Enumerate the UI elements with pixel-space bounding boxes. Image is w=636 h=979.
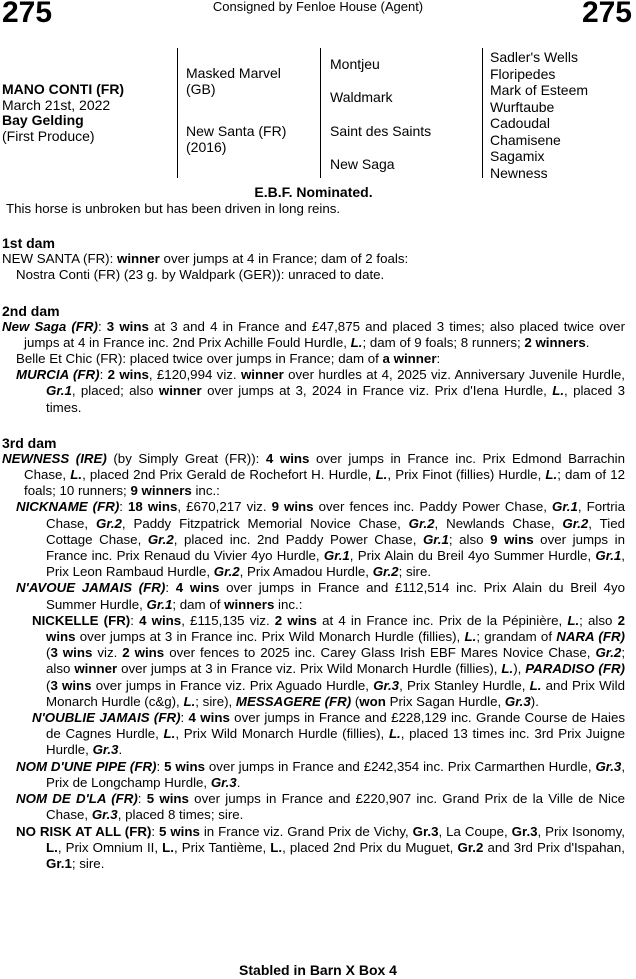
lot-number-right: 275 (581, 0, 632, 29)
gg-8: Newness (490, 164, 548, 181)
third-dam-produce-nom-dune-pipe: NOM D'UNE PIPE (FR): 5 wins over jumps in France and £242,354 inc. Prix Carmarthen Hurdle, Gr.3, Prix de Longchamp Hurdle, Gr.3. (16, 758, 626, 790)
produce-nickelle: NICKELLE (FR): 4 wins, £115,135 viz. 2 wins at 4 in France inc. Prix de la Pépinière, L.; also 2 wins over jumps at 3 in France inc. Prix Wild Monarch Hurdle (fillies), L.; grandam of NARA (FR) (3 wins viz. 2 wins over fences to 2025 inc. Carey Glass Irish EBF Mares Novice Chase, Gr.2; also winner over jumps at 3 in France viz. Prix Wild Monarch Hurdle (fillies), L.), PARADISO (FR) (3 wins over jumps in France viz. Prix Aguado Hurdle, Gr.3, Prix Stanley Hurdle, L. and Prix Wild Monarch Hurdle (c&g), L.; sire), MESSAGERE (FR) (won Prix Sagan Hurdle, Gr.3). (32, 612, 626, 709)
horse-details (2, 82, 172, 144)
pedigree-grand-4: New Saga (330, 156, 395, 172)
pedigree-dam (186, 124, 321, 155)
gg-3: Mark of Esteem (490, 82, 589, 98)
second-dam-produce-1: Belle Et Chic (FR): placed twice over jumps in France; dam of a winner: (16, 351, 441, 367)
ebf-nomination: E.B.F. Nominated. (254, 184, 373, 200)
dam-line-2: (2016) (186, 138, 227, 155)
third-dam-produce-nom-de-dla: NOM DE D'LA (FR): 5 wins over jumps in France and £220,907 inc. Grand Prix de la Ville de Nice Chase, Gr.3, placed 8 times; sire. (16, 791, 625, 823)
horse-description: Bay Gelding (2, 112, 84, 128)
third-dam-produce-no-risk: NO RISK AT ALL (FR): 5 wins in France viz. Grand Prix de Vichy, Gr.3, La Coupe, Gr.3, Prix Isonomy, L., Prix Omnium II, L., Prix Tantième, L., placed 2nd Prix du Muguet, Gr.2 and 3rd Prix d'Ispahan, Gr.1; sire. (16, 823, 625, 871)
section-third-dam: 3rd dam (2, 434, 57, 451)
second-dam-produce-2: MURCIA (FR): 2 wins, £120,994 viz. winner over hurdles at 4, 2025 viz. Anniversary Juvenile Hurdle, Gr.1, placed; also winner over jumps at 3, 2024 in France viz. Prix d'Iena Hurdle, L., placed 3 times. (16, 367, 625, 415)
pedigree-sire (186, 66, 321, 97)
horse-foaled: March 21st, 2022 (2, 96, 111, 113)
pedigree-grand-1: Montjeu (330, 56, 380, 72)
sire-line-1: Masked Marvel (186, 65, 281, 81)
pedigree-great-grand (490, 49, 630, 181)
third-dam-produce-nickname: NICKNAME (FR): 18 wins, £670,217 viz. 9 wins over fences inc. Paddy Power Chase, Gr.1, Fortria Chase, Gr.2, Paddy Fitzpatrick Memorial Novice Chase, Gr.2, Newlands Chase, Gr.2, Tied Cottage Chase, Gr.2, placed inc. 2nd Paddy Power Chase, Gr.1; also 9 wins over jumps in France inc. Prix Renaud du Vivier 4yo Hurdle, Gr.1, Prix Alain du Breil 4yo Summer Hurdle, Gr.1, Prix Leon Rambaud Hurdle, Gr.2, Prix Amadou Hurdle, Gr.2; sire. (16, 499, 625, 580)
section-first-dam: 1st dam (2, 235, 55, 252)
third-dam-produce-navoue: N'AVOUE JAMAIS (FR): 4 wins over jumps in France and £112,514 inc. Prix Alain du Breil 4yo Summer Hurdle, Gr.1; dam of winners inc.: (16, 580, 625, 612)
intro-note: This horse is unbroken but has been driven in long reins. (6, 201, 341, 216)
gg-5: Cadoudal (490, 115, 550, 131)
first-dam-produce: Nostra Conti (FR) (23 g. by Waldpark (GER)): unraced to date. (16, 267, 385, 283)
gg-2: Floripedes (490, 65, 556, 82)
gg-7: Sagamix (490, 148, 545, 164)
gg-6: Chamisene (490, 131, 561, 148)
horse-name: MANO CONTI (FR) (2, 81, 125, 97)
consignor-line: Consigned by Fenloe House (Agent) (212, 0, 424, 14)
stabling-footer: Stabled in Barn X Box 4 (239, 962, 397, 978)
sire-line-2: (GB) (186, 80, 216, 97)
section-second-dam: 2nd dam (2, 302, 60, 319)
pedigree-divider-3 (482, 48, 483, 178)
second-dam-entry: New Saga (FR): 3 wins at 3 and 4 in France and £47,875 and placed 3 times; also placed twice over jumps at 4 in France inc. 2nd Prix Achille Fould Hurdle, L.; dam of 9 foals; 8 runners; 2 winners. (2, 318, 625, 350)
produce-noublie: N'OUBLIE JAMAIS (FR): 4 wins over jumps in France and £228,129 inc. Grande Course de Haies de Cagnes Hurdle, L., Prix Wild Monarch Hurdle (fillies), L., placed 13 times inc. 3rd Prix Juigne Hurdle, Gr.3. (32, 710, 625, 758)
pedigree-grand-2: Waldmark (330, 89, 393, 105)
third-dam-entry: NEWNESS (IRE) (by Simply Great (FR)): 4 wins over jumps in France inc. Prix Edmond Barrachin Chase, L., placed 2nd Prix Gerald de Rochefort H. Hurdle, L., Prix Finot (fillies) Hurdle, L.; dam of 12 foals; 10 runners; 9 winners inc.: (2, 450, 625, 499)
first-dam-entry: NEW SANTA (FR): winner over jumps at 4 in France; dam of 2 foals: (2, 251, 409, 267)
catalogue-body (2, 184, 625, 872)
pedigree-divider-1 (177, 48, 178, 178)
pedigree-grand-3: Saint des Saints (330, 123, 432, 139)
horse-note: (First Produce) (2, 127, 95, 144)
lot-number-left: 275 (2, 0, 53, 29)
dam-line-1: New Santa (FR) (186, 123, 287, 139)
gg-1: Sadler's Wells (490, 49, 578, 65)
gg-4: Wurftaube (490, 98, 555, 115)
